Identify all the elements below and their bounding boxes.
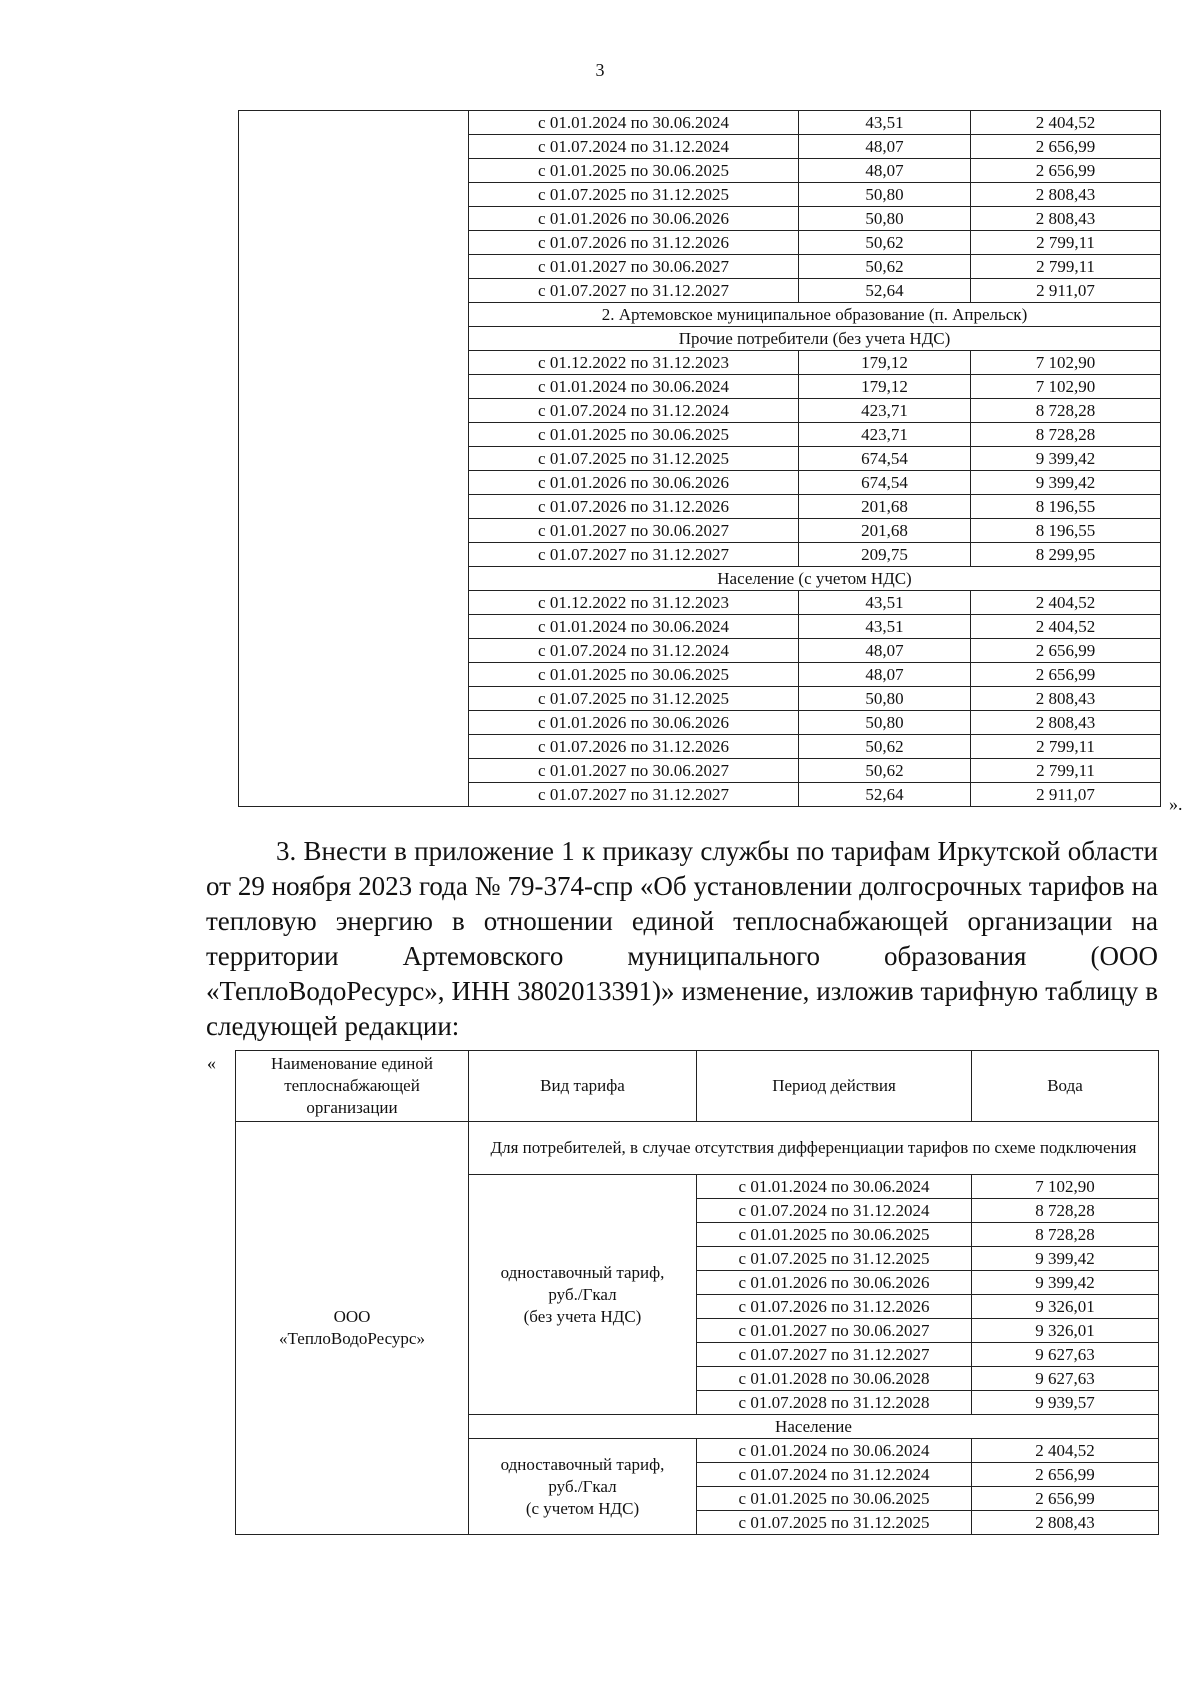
period-cell: с 01.01.2028 по 30.06.2028 (697, 1367, 972, 1391)
table-group-title-row (236, 1122, 1159, 1175)
tariff-value-cell: 2 656,99 (971, 639, 1161, 663)
tariff-value-cell: 2 799,11 (971, 759, 1161, 783)
tariff-value-cell: 8 728,28 (971, 423, 1161, 447)
tariff-value-cell: 2 911,07 (971, 279, 1161, 303)
tariff-value-cell: 9 399,42 (972, 1247, 1159, 1271)
tariff-value-cell: 43,51 (799, 111, 971, 135)
period-cell: с 01.01.2026 по 30.06.2026 (469, 711, 799, 735)
tariff-value-cell: 2 656,99 (972, 1463, 1159, 1487)
tariff-value-cell: 50,80 (799, 183, 971, 207)
tariff-value-cell: 8 728,28 (972, 1199, 1159, 1223)
tariff-value-cell: 674,54 (799, 447, 971, 471)
tariff-value-cell: 9 939,57 (972, 1391, 1159, 1415)
tariff-value-cell: 2 656,99 (971, 159, 1161, 183)
period-cell: с 01.01.2025 по 30.06.2025 (469, 159, 799, 183)
tariff-value-cell: 179,12 (799, 351, 971, 375)
group-title-cell: Прочие потребители (без учета НДС) (469, 327, 1161, 351)
tariff-value-cell: 423,71 (799, 423, 971, 447)
tariff-value-cell: 2 656,99 (972, 1487, 1159, 1511)
group-title-cell: 2. Артемовское муниципальное образование (п. Апрельск) (469, 303, 1161, 327)
tariff-value-cell: 2 656,99 (971, 135, 1161, 159)
period-cell: с 01.07.2025 по 31.12.2025 (469, 183, 799, 207)
tariff-value-cell: 423,71 (799, 399, 971, 423)
period-cell: с 01.01.2024 по 30.06.2024 (697, 1175, 972, 1199)
tariff-value-cell: 43,51 (799, 591, 971, 615)
tariff-value-cell: 2 799,11 (971, 255, 1161, 279)
tariff-value-cell: 50,62 (799, 759, 971, 783)
org-name-line: ООО (333, 1307, 371, 1326)
period-cell: с 01.01.2025 по 30.06.2025 (469, 663, 799, 687)
header-tariff-type: Вид тарифа (469, 1051, 697, 1122)
group-title-cell: Для потребителей, в случае отсутствия дифференциации тарифов по схеме подключения (469, 1122, 1159, 1175)
period-cell: с 01.07.2025 по 31.12.2025 (469, 687, 799, 711)
tariff-value-cell: 8 728,28 (972, 1223, 1159, 1247)
group-title-cell: Население (469, 1415, 1159, 1439)
period-cell: с 01.01.2024 по 30.06.2024 (469, 615, 799, 639)
tariff-value-cell: 2 799,11 (971, 231, 1161, 255)
tariff-value-cell: 7 102,90 (971, 351, 1161, 375)
tariff-value-cell: 2 808,43 (971, 207, 1161, 231)
period-cell: с 01.07.2026 по 31.12.2026 (697, 1295, 972, 1319)
period-cell: с 01.07.2024 по 31.12.2024 (697, 1463, 972, 1487)
header-org: Наименование единой теплоснабжающей организации (236, 1051, 469, 1122)
tariff-value-cell: 48,07 (799, 639, 971, 663)
group-title-cell: Население (с учетом НДС) (469, 567, 1161, 591)
period-cell: с 01.01.2026 по 30.06.2026 (697, 1271, 972, 1295)
period-cell: с 01.07.2025 по 31.12.2025 (697, 1247, 972, 1271)
tariff-value-cell: 8 196,55 (971, 519, 1161, 543)
tariff-value-cell: 9 399,42 (971, 447, 1161, 471)
period-cell: с 01.01.2025 по 30.06.2025 (697, 1487, 972, 1511)
org-name-line: «ТеплоВодоРесурс» (279, 1329, 425, 1348)
period-cell: с 01.01.2024 по 30.06.2024 (469, 375, 799, 399)
period-cell: с 01.01.2027 по 30.06.2027 (469, 519, 799, 543)
tariff-value-cell: 2 808,43 (972, 1511, 1159, 1535)
tariff-type-line: (с учетом НДС) (525, 1498, 640, 1518)
tariff-value-cell: 9 627,63 (972, 1367, 1159, 1391)
tariff-type-cell (469, 1439, 697, 1535)
tariff-value-cell: 2 404,52 (971, 591, 1161, 615)
period-cell: с 01.07.2028 по 31.12.2028 (697, 1391, 972, 1415)
period-cell: с 01.07.2026 по 31.12.2026 (469, 495, 799, 519)
tariff-value-cell: 201,68 (799, 495, 971, 519)
tariff-type-line: руб./Гкал (548, 1284, 617, 1304)
period-cell: с 01.07.2026 по 31.12.2026 (469, 735, 799, 759)
tariff-value-cell: 2 404,52 (972, 1439, 1159, 1463)
period-cell: с 01.01.2027 по 30.06.2027 (697, 1319, 972, 1343)
tariff-value-cell: 43,51 (799, 615, 971, 639)
opening-quote: « (207, 1053, 216, 1073)
tariff-value-cell: 2 656,99 (971, 663, 1161, 687)
period-cell: с 01.07.2026 по 31.12.2026 (469, 231, 799, 255)
tariff-value-cell: 50,62 (799, 255, 971, 279)
period-cell: с 01.07.2025 по 31.12.2025 (469, 447, 799, 471)
period-cell: с 01.07.2024 по 31.12.2024 (697, 1199, 972, 1223)
tariff-value-cell: 2 911,07 (971, 783, 1161, 807)
tariff-type-cell (469, 1175, 697, 1415)
period-cell: с 01.07.2027 по 31.12.2027 (469, 783, 799, 807)
tariff-value-cell: 2 808,43 (971, 687, 1161, 711)
period-cell: с 01.07.2027 по 31.12.2027 (697, 1343, 972, 1367)
period-cell: с 01.01.2026 по 30.06.2026 (469, 207, 799, 231)
tariff-type-line: одноставочный тариф, (500, 1262, 665, 1282)
tariff-value-cell: 50,80 (799, 207, 971, 231)
page-number: 3 (595, 60, 605, 80)
tariff-value-cell: 7 102,90 (972, 1175, 1159, 1199)
tariff-value-cell: 50,62 (799, 231, 971, 255)
tariff-value-cell: 52,64 (799, 783, 971, 807)
tariff-value-cell: 179,12 (799, 375, 971, 399)
tariff-value-cell: 7 102,90 (971, 375, 1161, 399)
tariff-value-cell: 2 404,52 (971, 111, 1161, 135)
period-cell: с 01.01.2025 по 30.06.2025 (697, 1223, 972, 1247)
period-cell: с 01.07.2025 по 31.12.2025 (697, 1511, 972, 1535)
period-cell: с 01.01.2026 по 30.06.2026 (469, 471, 799, 495)
tariff-table-continuation (238, 110, 1161, 807)
tariff-value-cell: 9 326,01 (972, 1295, 1159, 1319)
tariff-value-cell: 8 728,28 (971, 399, 1161, 423)
org-name-cell (236, 1122, 469, 1535)
period-cell: с 01.12.2022 по 31.12.2023 (469, 591, 799, 615)
period-cell: с 01.07.2024 по 31.12.2024 (469, 135, 799, 159)
tariff-value-cell: 209,75 (799, 543, 971, 567)
table-header-row (236, 1051, 1159, 1122)
tariff-type-line: руб./Гкал (548, 1476, 617, 1496)
tariff-type-line: (без учета НДС) (523, 1306, 642, 1326)
tariff-value-cell: 9 399,42 (972, 1271, 1159, 1295)
tariff-value-cell: 9 627,63 (972, 1343, 1159, 1367)
tariff-value-cell: 50,80 (799, 711, 971, 735)
tariff-value-cell: 674,54 (799, 471, 971, 495)
period-cell: с 01.01.2027 по 30.06.2027 (469, 255, 799, 279)
tariff-value-cell: 48,07 (799, 663, 971, 687)
period-cell: с 01.07.2024 по 31.12.2024 (469, 639, 799, 663)
tariff-value-cell: 48,07 (799, 159, 971, 183)
header-period: Период действия (697, 1051, 972, 1122)
tariff-table-new (235, 1050, 1159, 1535)
tariff-value-cell: 2 808,43 (971, 711, 1161, 735)
period-cell: с 01.01.2024 по 30.06.2024 (469, 111, 799, 135)
tariff-value-cell: 2 808,43 (971, 183, 1161, 207)
header-value: Вода (972, 1051, 1159, 1122)
tariff-value-cell: 2 404,52 (971, 615, 1161, 639)
period-cell: с 01.01.2025 по 30.06.2025 (469, 423, 799, 447)
period-cell: с 01.07.2024 по 31.12.2024 (469, 399, 799, 423)
closing-quote: ». (1169, 794, 1183, 814)
tariff-value-cell: 50,62 (799, 735, 971, 759)
table-row (239, 111, 1161, 135)
period-cell: с 01.07.2027 по 31.12.2027 (469, 279, 799, 303)
tariff-value-cell: 201,68 (799, 519, 971, 543)
tariff-value-cell: 9 326,01 (972, 1319, 1159, 1343)
tariff-value-cell: 9 399,42 (971, 471, 1161, 495)
period-cell: с 01.07.2027 по 31.12.2027 (469, 543, 799, 567)
tariff-value-cell: 8 196,55 (971, 495, 1161, 519)
tariff-value-cell: 52,64 (799, 279, 971, 303)
tariff-value-cell: 50,80 (799, 687, 971, 711)
tariff-value-cell: 8 299,95 (971, 543, 1161, 567)
period-cell: с 01.12.2022 по 31.12.2023 (469, 351, 799, 375)
period-cell: с 01.01.2024 по 30.06.2024 (697, 1439, 972, 1463)
period-cell: с 01.01.2027 по 30.06.2027 (469, 759, 799, 783)
tariff-type-line: одноставочный тариф, (500, 1454, 665, 1474)
tariff-value-cell: 48,07 (799, 135, 971, 159)
tariff-value-cell: 2 799,11 (971, 735, 1161, 759)
org-name-cell (239, 111, 469, 807)
amendment-paragraph: 3. Внести в приложение 1 к приказу службы по тарифам Иркутской области от 29 ноября 2023 года № 79-374-спр «Об установлении долгосрочных тарифов на тепловую энергию в отношении единой теплоснабжающей организации на территории Артемовского муниципального образования (ООО «ТеплоВодоРесурс», ИНН 3802013391)» изменение, изложив тарифную таблицу в следующей редакции: (206, 836, 1158, 1041)
